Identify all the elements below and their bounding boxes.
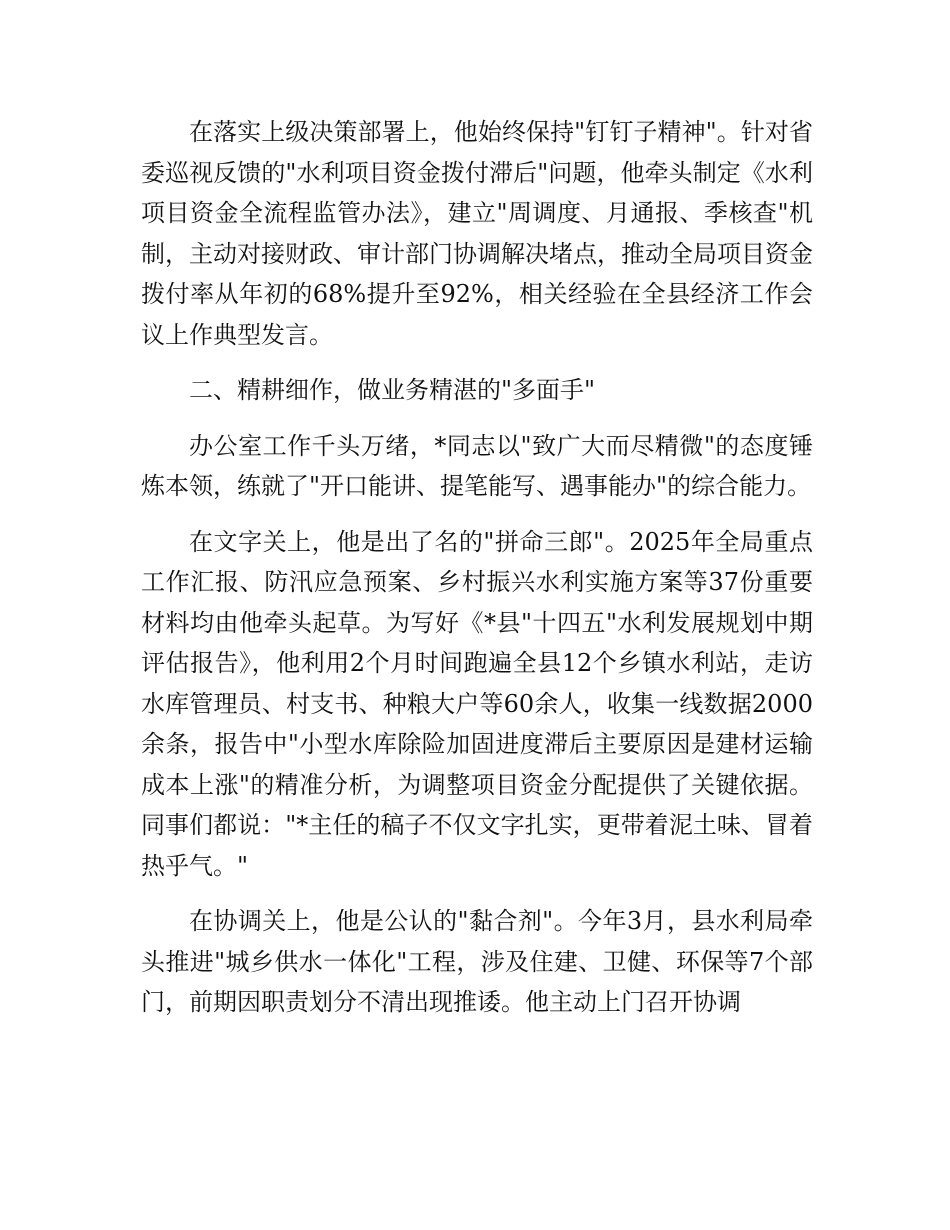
section-heading-2: 二、精耕细作，做业务精湛的"多面手"	[189, 376, 596, 404]
paragraph-coordination-skills: 在协调关上，他是公认的"黏合剂"。今年3月，县水利局牵头推进"城乡供水一体化"工程，涉及住建、卫健、环保等7个部门，前期因职责划分不清出现推诿。他主动上门召开协调	[141, 907, 813, 1016]
paragraph-writing-skills: 在文字关上，他是出了名的"拼命三郎"。2025年全局重点工作汇报、防汛应急预案、乡村振兴水利实施方案等37份重要材料均由他牵头起草。为写好《*县"十四五"水利发展规划中期评估报告》，他利用2个月时间跑遍全县12个乡镇水利站，走访水库管理员、村支书、种粮大户等60余人，收集一线数据2000余条，报告中"小型水库除险加固进度滞后主要原因是建材运输成本上涨"的精准分析，为调整项目资金分配提供了关键依据。同事们都说："*主任的稿子不仅文字扎实，更带着泥土味、冒着热乎气。"	[141, 527, 813, 880]
paragraph-policy-implementation: 在落实上级决策部署上，他始终保持"钉钉子精神"。针对省委巡视反馈的"水利项目资金拨付滞后"问题，他牵头制定《水利项目资金全流程监管办法》，建立"周调度、月通报、季核查"机制，主动对接财政、审计部门协调解决堵点，推动全局项目资金拨付率从年初的68%提升至92%，相关经验在全县经济工作会议上作典型发言。	[141, 118, 813, 349]
paragraph-office-work: 办公室工作千头万绪，*同志以"致广大而尽精微"的态度锤炼本领，练就了"开口能讲、提笔能写、遇事能办"的综合能力。	[141, 431, 813, 500]
document-body	[141, 112, 813, 1038]
